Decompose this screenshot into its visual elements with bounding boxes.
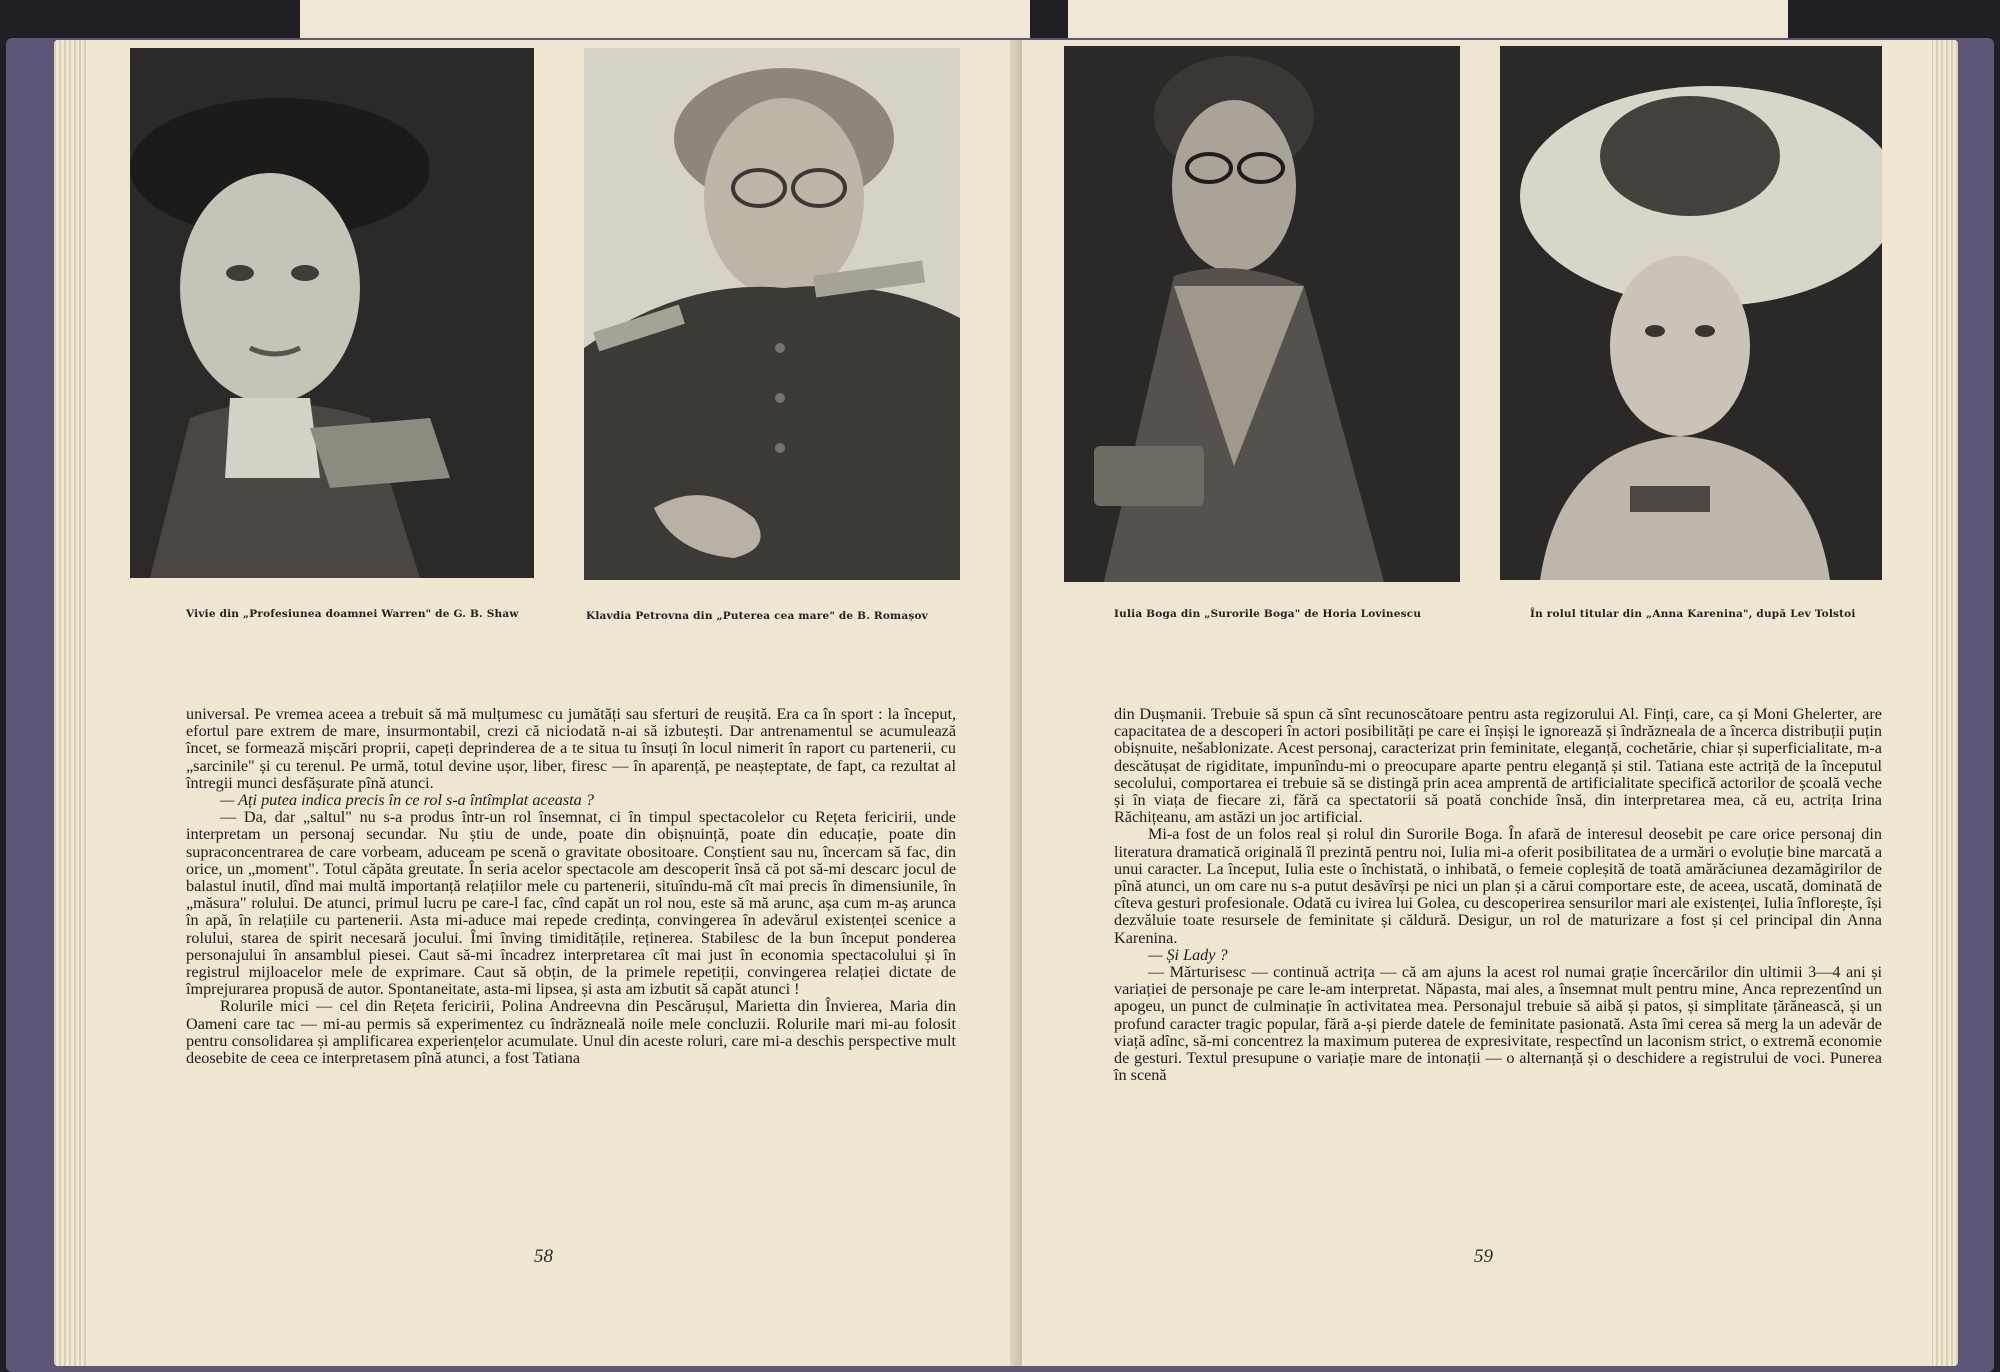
page-number-left: 58 xyxy=(534,1246,553,1267)
paragraph: — Mărturisesc — continuă actrița — că am ajuns la acest rol numai grație încercărilor din ultimii 3—4 ani și variației de personaje pe care le-am interpretat. Năpasta, mai ales, a însemnat mult pentru mine, Anca reprezentînd un apogeu, un punct de culminație în activitatea mea. Personajul trebuie să aibă și patos, și simplitate țărănească, și un profund caracter tragic popular, fără a-și pierde datele de feminitate pasionată. Asta îmi cerea să merg la un adevăr de viață adînc, să-mi concentrez la maximum puterea de expresivitate, respectînd un laconism strict, o extremă economie de gesturi. Textul presupune o variație mare de intonații — o alternanță și o deschidere a registrului de voci. Punerea în scenă xyxy=(1114,963,1882,1085)
photo-anna-karenina xyxy=(1500,46,1882,580)
left-page xyxy=(54,40,1020,1366)
page-number-right: 59 xyxy=(1474,1246,1493,1267)
caption-iulia-boga: Iulia Boga din „Surorile Boga" de Horia Lovinescu xyxy=(1114,608,1422,620)
portrait-woman-hat-icon xyxy=(130,48,534,578)
portrait-woman-uniform-icon xyxy=(584,48,960,580)
photo-klavdia xyxy=(584,48,960,580)
left-body-text xyxy=(186,706,956,1067)
paragraph: Rolurile mici — cel din Rețeta fericirii, Polina Andreevna din Pescărușul, Marietta din Învierea, Maria din Oameni care tac — mi-au permis să experimentez cu îndrăzneală noile mele concluzii. Rolurile mari mi-au folosit pentru consolidarea și amplificarea experiențelor acumulate. Unul din aceste roluri, care mi-a deschis perspective mult deosebite de ceea ce interpretasem pînă atunci, a fost Tatiana xyxy=(186,997,956,1068)
page-top-edge-left xyxy=(300,0,1030,38)
paragraph: — Da, dar „saltul" nu s-a produs într-un rol însemnat, ci în timpul spectacolelor cu Rețeta fericirii, unde interpretam un personaj secundar. Nu știu de unde, poate din obișnuință, poate din educație, poate din supraconcentrarea de care vorbeam, aduceam pe scenă o gravitate obositoare. Conștient sau nu, încercam să fac, din orice, un „moment". Totul căpăta greutate. În seria acelor spectacole am descoperit însă că pot să-mi descarc jocul de balastul inutil, dînd mai multă importanță relațiilor mele cu partenerii, situîndu-mă cît mai precis în dimensiunile, în „măsura" rolului. De atunci, primul lucru pe care-l fac, cînd capăt un rol nou, este să mă arunc, așa cum m-aș arunca în apă, în relațiile cu partenerii. Asta mi-aduce mai repede credința, convingerea în adevărul existenței scenice a rolului, starea de spirit necesară jocului. Îmi înving timiditățile, reținerea. Stabilesc de la bun început ponderea personajului în ansamblul piesei. Caut să-mi încadrez interpretarea cît mai just în economia spectacolului și în registrul mijloacelor mele de exprimare. Caut să obțin, de la primele repetiții, convingerea relației dictate de împrejurarea propusă de autor. Spontaneitate, asta-mi lipsea, și asta am izbutit să capăt atunci ! xyxy=(186,808,956,999)
portrait-woman-glasses-icon xyxy=(1064,46,1460,582)
caption-vivie: Vivie din „Profesiunea doamnei Warren" de G. B. Shaw xyxy=(186,608,519,620)
paragraph: universal. Pe vremea aceea a trebuit să mă mulțumesc cu jumătăți sau sferturi de reușită. Era ca în sport : la început, efortul pare extrem de mare, insurmontabil, crezi că niciodată n-ai să izbutești. Dar antrenamentul se acumulează încet, se formează mișcări proprii, capeți deprinderea de a te situa tu însuți în locul nimerit în raport cu partenerii, cu „sarcinile" și cu terenul. Pe urmă, totul devine ușor, liber, firesc — în aparență, pe neașteptate, de fapt, ca rezultat al întregii munci desfășurate pînă atunci. xyxy=(186,705,956,792)
paragraph: Mi-a fost de un folos real și rolul din Surorile Boga. În afară de interesul deosebit pe care orice personaj din literatura dramatică originală îl prezintă pentru noi, Iulia mi-a oferit posibilitatea de a urmări o evoluție bine marcată a unui caracter. La început, Iulia este o închistată, o inhibată, o femeie copleșită de toată amărăciunea dezamăgirilor de pînă atunci, un om care nu s-a putut desăvîrși pe nici un plan și a cărui comportare este, de aceea, uscată, dominată de cîteva gesturi profesionale. Odată cu ivirea lui Golea, cu descoperirea sensurilor mari ale existenței, Iulia înflorește, își dezvăluie toate resursele de feminitate și căldură. Desigur, un rol de maturizare a fost și cel principal din Anna Karenina. xyxy=(1114,825,1882,947)
photo-iulia-boga xyxy=(1064,46,1460,582)
paragraph: din Dușmanii. Trebuie să spun că sînt recunoscătoare pentru asta regizorului Al. Finți, care, ca și Moni Ghelerter, are capacitatea de a descoperi în actori posibilități pe care ei înșiși le ignorează și îndrăzneala de a încerca distribuții puțin obișnuite, nešablonizate. Acest personaj, caracterizat prin feminitate, eleganță, cochetărie, chiar și superficialitate, m-a descătușat de rigiditate, impunîndu-mi o preocupare aparte pentru eleganță și stil. Tatiana este actriță de la începutul secolului, comportarea ei trebuie să se distingă prin acea amprentă de artificialitate specifică actorilor de școală veche și în viața de fiecare zi, fără ca spectatorii să poată conchide însă, din interpretarea mea, că eu, actrița Irina Răchițeanu, am astăzi un joc artificial. xyxy=(1114,705,1882,827)
interview-question: — Ați putea indica precis în ce rol s-a întîmplat aceasta ? xyxy=(220,791,594,810)
interview-question: — Și Lady ? xyxy=(1148,945,1228,964)
photo-vivie xyxy=(130,48,534,578)
caption-klavdia: Klavdia Petrovna din „Puterea cea mare" de B. Romașov xyxy=(586,610,928,622)
right-page xyxy=(1022,40,1958,1366)
caption-anna-karenina: În rolul titular din „Anna Karenina", după Lev Tolstoi xyxy=(1530,608,1856,620)
portrait-woman-big-hat-icon xyxy=(1500,46,1882,580)
right-body-text xyxy=(1114,706,1882,1084)
page-top-edge-right xyxy=(1068,0,1788,38)
